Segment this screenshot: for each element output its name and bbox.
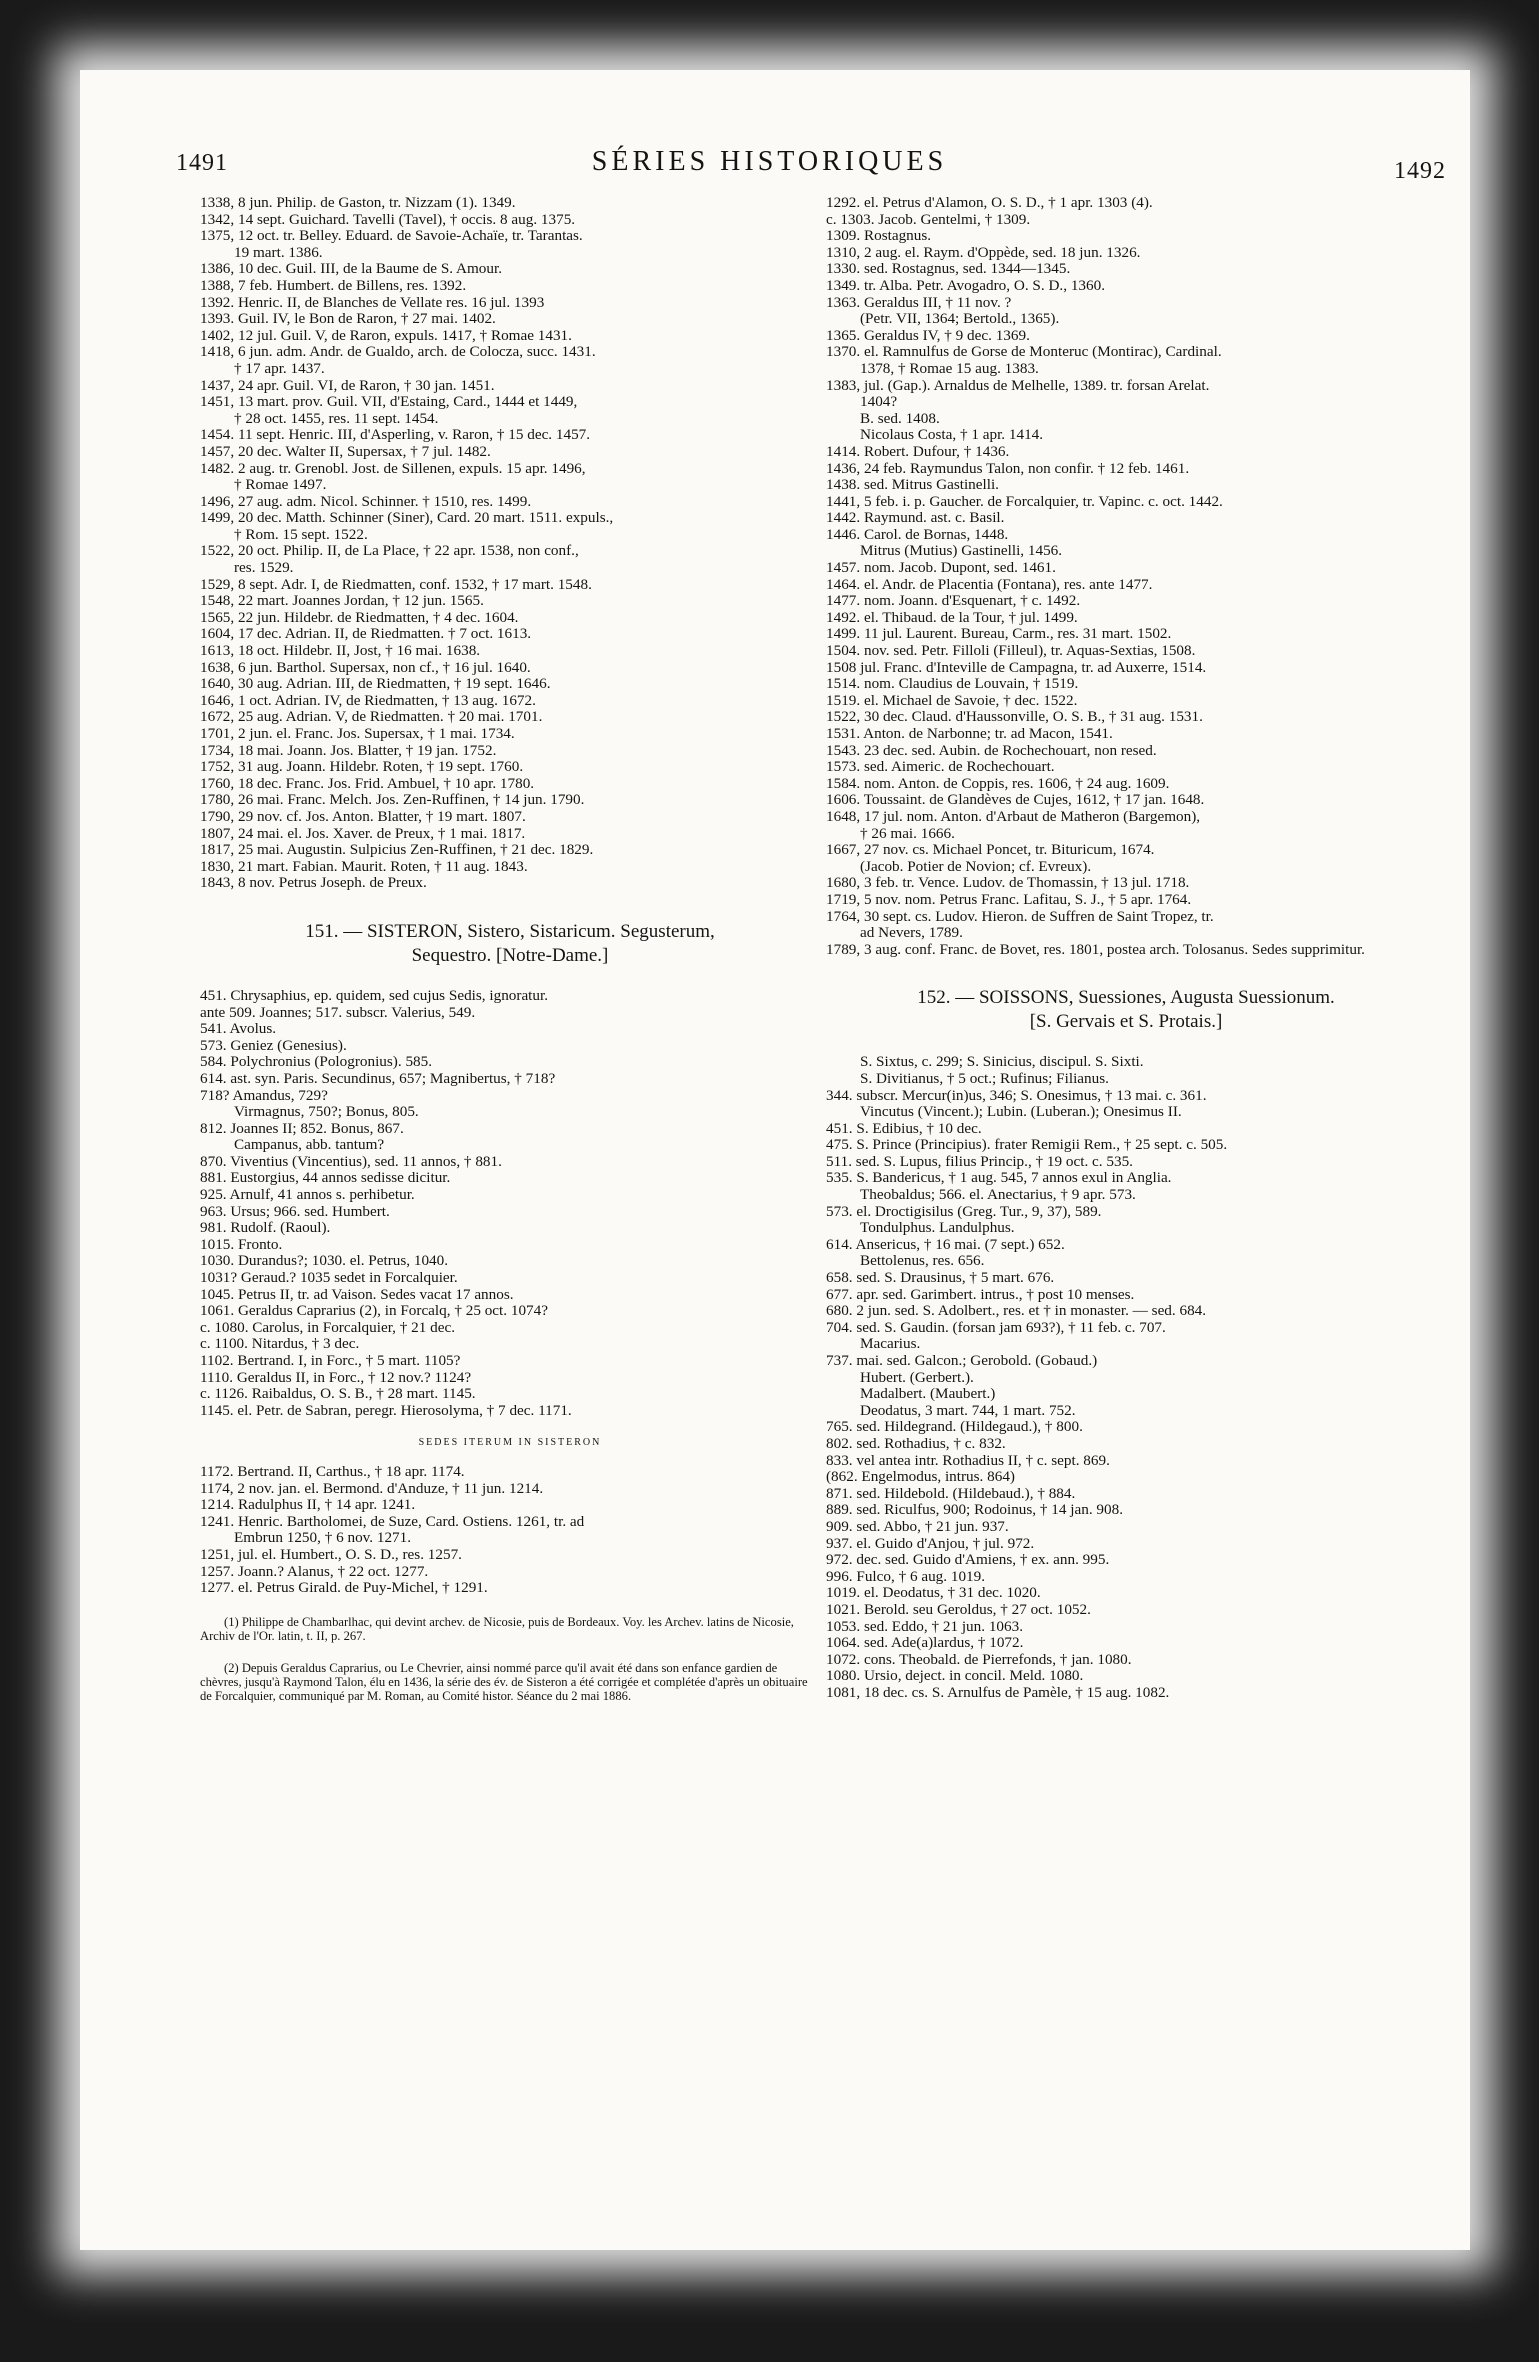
left-column (200, 195, 820, 1703)
section-title-line: 152. — SOISSONS, Suessiones, Augusta Suessionum. (917, 987, 1335, 1009)
sisteron-bishops-list (200, 988, 820, 1419)
list-entry: 1436, 24 feb. Raymundus Talon, non confir. † 12 feb. 1461. (826, 459, 1190, 477)
list-entry: 704. sed. S. Gaudin. (forsan jam 693?), † 11 feb. c. 707. (826, 1318, 1166, 1336)
list-entry: 535. S. Bandericus, † 1 aug. 545, 7 annos exul in Anglia. (826, 1169, 1172, 1187)
list-entry: 344. subscr. Mercur(in)us, 346; S. Onesimus, † 13 mai. c. 361. (826, 1086, 1207, 1104)
list-entry: 1363. Geraldus III, † 11 nov. ? (826, 293, 1012, 311)
list-entry: 1292. el. Petrus d'Alamon, O. S. D., † 1 apr. 1303 (4). (826, 194, 1153, 211)
list-entry: 1604, 17 dec. Adrian. II, de Riedmatten. † 7 oct. 1613. (200, 625, 532, 643)
page-number-right: 1492 (1394, 158, 1446, 184)
list-entry: Virmagnus, 750?; Bonus, 805. (234, 1103, 419, 1121)
list-entry: 1388, 7 feb. Humbert. de Billens, res. 1392. (200, 276, 467, 294)
footnotes (200, 1615, 820, 1703)
list-entry: 1606. Toussaint. de Glandèves de Cujes, 1612, † 17 jan. 1648. (826, 791, 1205, 809)
list-entry: 981. Rudolf. (Raoul). (200, 1219, 331, 1237)
list-entry: 1760, 18 dec. Franc. Jos. Frid. Ambuel, † 10 apr. 1780. (200, 774, 535, 792)
list-entry: Nicolaus Costa, † 1 apr. 1414. (860, 426, 1044, 444)
list-entry: 1499, 20 dec. Matth. Schinner (Siner), Card. 20 mart. 1511. expuls., (200, 509, 614, 527)
list-entry: 1752, 31 aug. Joann. Hildebr. Roten, † 19 sept. 1760. (200, 758, 524, 776)
list-entry: 1342, 14 sept. Guichard. Tavelli (Tavel), † occis. 8 aug. 1375. (200, 210, 576, 228)
list-entry: 1174, 2 nov. jan. el. Bermond. d'Anduze, † 11 jun. 1214. (200, 1479, 544, 1497)
list-entry: 1648, 17 jul. nom. Anton. d'Arbaut de Matheron (Bargemon), (826, 807, 1201, 825)
list-entry: 1573. sed. Aimeric. de Rochechouart. (826, 758, 1055, 776)
subheading-sedes-iterum: SEDES ITERUM IN SISTERON (418, 1437, 602, 1449)
list-entry: 1081, 18 dec. cs. S. Arnulfus de Pamèle, † 15 aug. 1082. (826, 1683, 1170, 1701)
list-entry: 1492. el. Thibaud. de la Tour, † jul. 1499. (826, 608, 1078, 626)
list-entry: 1418, 6 jun. adm. Andr. de Gualdo, arch. de Colocza, succ. 1431. (200, 343, 596, 361)
list-entry: 1514. nom. Claudius de Louvain, † 1519. (826, 675, 1079, 693)
list-entry: 1780, 26 mai. Franc. Melch. Jos. Zen-Ruffinen, † 14 jun. 1790. (200, 791, 585, 809)
list-entry: 812. Joannes II; 852. Bonus, 867. (200, 1119, 404, 1137)
list-entry: 1522, 30 dec. Claud. d'Haussonville, O. S. B., † 31 aug. 1531. (826, 708, 1203, 726)
list-entry: 765. sed. Hildegrand. (Hildegaud.), † 800. (826, 1418, 1083, 1436)
list-entry: Bettolenus, res. 656. (860, 1252, 985, 1270)
list-entry: 1789, 3 aug. conf. Franc. de Bovet, res. 1801, postea arch. Tolosanus. Sedes supprimitur. (826, 940, 1365, 958)
list-entry: 573. el. Droctigisilus (Greg. Tur., 9, 37), 589. (826, 1202, 1102, 1220)
list-entry: 1021. Berold. seu Geroldus, † 27 oct. 1052. (826, 1600, 1091, 1618)
list-entry: Tondulphus. Landulphus. (860, 1219, 1015, 1237)
list-entry: 1349. tr. Alba. Petr. Avogadro, O. S. D., 1360. (826, 276, 1105, 294)
list-entry: S. Divitianus, † 5 oct.; Rufinus; Filianus. (860, 1069, 1109, 1087)
list-entry: 658. sed. S. Drausinus, † 5 mart. 676. (826, 1269, 1055, 1287)
list-entry: 1338, 8 jun. Philip. de Gaston, tr. Nizzam (1). 1349. (200, 194, 516, 211)
list-entry: 1045. Petrus II, tr. ad Vaison. Sedes vacat 17 annos. (200, 1285, 514, 1303)
list-entry: 1214. Radulphus II, † 14 apr. 1241. (200, 1496, 416, 1514)
list-entry: 1393. Guil. IV, le Bon de Raron, † 27 mai. 1402. (200, 310, 496, 328)
list-entry: 870. Viventius (Vincentius), sed. 11 annos, † 881. (200, 1152, 502, 1170)
footnote: (2) Depuis Geraldus Caprarius, ou Le Chevrier, ainsi nommé parce qu'il avait été dans son enfance gardien de chèvres, jusqu'à Raymond Talon, élu en 1436, la série des év. de Sisteron a été corrigée et complétée d'après un obituaire de Forcalquier, communiqué par M. Roman, au Comité histor. Séance du 2 mai 1886. (200, 1660, 808, 1703)
soissons-bishops-list (826, 1054, 1426, 1701)
list-entry: res. 1529. (234, 559, 294, 577)
list-entry: (Petr. VII, 1364; Bertold., 1365). (860, 310, 1060, 328)
list-entry: 925. Arnulf, 41 annos s. perhibetur. (200, 1186, 415, 1204)
list-entry: 1441, 5 feb. i. p. Gaucher. de Forcalquier, tr. Vapinc. c. oct. 1442. (826, 492, 1223, 510)
list-entry: 511. sed. S. Lupus, filius Princip., † 19 oct. c. 535. (826, 1152, 1133, 1170)
list-entry: 1646, 1 oct. Adrian. IV, de Riedmatten, † 13 aug. 1672. (200, 691, 536, 709)
list-entry: 1584. nom. Anton. de Coppis, res. 1606, † 24 aug. 1609. (826, 774, 1170, 792)
list-entry: 1519. el. Michael de Savoie, † dec. 1522. (826, 691, 1078, 709)
list-entry: 1030. Durandus?; 1030. el. Petrus, 1040. (200, 1252, 449, 1270)
list-entry: Theobaldus; 566. el. Anectarius, † 9 apr. 573. (860, 1186, 1136, 1204)
list-entry: † 17 apr. 1437. (234, 359, 325, 377)
list-entry: 1667, 27 nov. cs. Michael Poncet, tr. Bituricum, 1674. (826, 841, 1155, 859)
list-entry: 1386, 10 dec. Guil. III, de la Baume de S. Amour. (200, 260, 503, 278)
list-entry: 1843, 8 nov. Petrus Joseph. de Preux. (200, 874, 427, 892)
list-entry: 1309. Rostagnus. (826, 227, 932, 245)
list-entry: 19 mart. 1386. (234, 243, 323, 261)
list-entry: Vincutus (Vincent.); Lubin. (Luberan.); Onesimus II. (860, 1103, 1182, 1121)
list-entry: 1414. Robert. Dufour, † 1436. (826, 442, 1010, 460)
list-entry: 1529, 8 sept. Adr. I, de Riedmatten, conf. 1532, † 17 mart. 1548. (200, 575, 592, 593)
list-entry: c. 1100. Nitardus, † 3 dec. (200, 1335, 360, 1353)
list-entry: 680. 2 jun. sed. S. Adolbert., res. et † in monaster. — sed. 684. (826, 1302, 1207, 1320)
list-entry: 1807, 24 mai. el. Jos. Xaver. de Preux, † 1 mai. 1817. (200, 824, 526, 842)
list-entry: 1053. sed. Eddo, † 21 jun. 1063. (826, 1617, 1024, 1635)
list-entry: 1482. 2 aug. tr. Grenobl. Jost. de Sillenen, expuls. 15 apr. 1496, (200, 459, 586, 477)
list-entry: 475. S. Prince (Principius). frater Remigii Rem., † 25 sept. c. 505. (826, 1136, 1228, 1154)
list-entry: 1496, 27 aug. adm. Nicol. Schinner. † 1510, res. 1499. (200, 492, 532, 510)
list-entry: 1257. Joann.? Alanus, † 22 oct. 1277. (200, 1562, 429, 1580)
sisteron-bishops-list-2 (200, 1464, 820, 1597)
list-entry: 1522, 20 oct. Philip. II, de La Place, † 22 apr. 1538, non conf., (200, 542, 579, 560)
list-entry: 1531. Anton. de Narbonne; tr. ad Macon, 1541. (826, 725, 1113, 742)
list-entry: S. Sixtus, c. 299; S. Sinicius, discipul. S. Sixti. (860, 1053, 1144, 1071)
sion-bishops-list (200, 195, 820, 892)
list-entry: Deodatus, 3 mart. 744, 1 mart. 752. (860, 1401, 1076, 1419)
page-number-left: 1491 (176, 150, 228, 176)
list-entry: 1543. 23 dec. sed. Aubin. de Rochechouart, non resed. (826, 741, 1157, 759)
list-entry: (Jacob. Potier de Novion; cf. Evreux). (860, 857, 1092, 875)
section-title-line: [S. Gervais et S. Protais.] (1029, 1011, 1223, 1033)
list-entry: 614. Ansericus, † 16 mai. (7 sept.) 652. (826, 1235, 1065, 1253)
list-entry: 1241. Henric. Bartholomei, de Suze, Card. Ostiens. 1261, tr. ad (200, 1512, 585, 1530)
list-entry: 1310, 2 aug. el. Raym. d'Oppède, sed. 18 jun. 1326. (826, 243, 1141, 261)
list-entry: Campanus, abb. tantum? (234, 1136, 385, 1154)
list-entry: ad Nevers, 1789. (860, 924, 963, 942)
list-entry: 972. dec. sed. Guido d'Amiens, † ex. ann. 995. (826, 1551, 1110, 1569)
list-entry: 1451, 13 mart. prov. Guil. VII, d'Estaing, Card., 1444 et 1449, (200, 393, 578, 411)
list-entry: c. 1126. Raibaldus, O. S. B., † 28 mart. 1145. (200, 1385, 476, 1403)
list-entry: 1830, 21 mart. Fabian. Maurit. Roten, † 11 aug. 1843. (200, 857, 528, 875)
list-entry: Embrun 1250, † 6 nov. 1271. (234, 1529, 412, 1547)
list-entry: 1734, 18 mai. Joann. Jos. Blatter, † 19 jan. 1752. (200, 741, 497, 759)
list-entry: 1457, 20 dec. Walter II, Supersax, † 7 jul. 1482. (200, 442, 491, 460)
list-entry: 889. sed. Riculfus, 900; Rodoinus, † 14 jan. 908. (826, 1501, 1123, 1519)
list-entry: 1701, 2 jun. el. Franc. Jos. Supersax, † 1 mai. 1734. (200, 725, 515, 742)
list-entry: 1370. el. Ramnulfus de Gorse de Monteruc (Montirac), Cardinal. (826, 343, 1222, 361)
list-entry: B. sed. 1408. (860, 409, 940, 427)
list-entry: 718? Amandus, 729? (200, 1086, 328, 1104)
list-entry: Mitrus (Mutius) Gastinelli, 1456. (860, 542, 1063, 560)
section-title-line: 151. — SISTERON, Sistero, Sistaricum. Segusterum, (305, 920, 715, 942)
list-entry: 1508 jul. Franc. d'Inteville de Campagna, tr. ad Auxerre, 1514. (826, 658, 1207, 676)
list-entry: 1110. Geraldus II, in Forc., † 12 nov.? 1124? (200, 1368, 472, 1386)
list-entry: 1457. nom. Jacob. Dupont, sed. 1461. (826, 559, 1056, 577)
list-entry: 1080. Ursio, deject. in concil. Meld. 1080. (826, 1667, 1084, 1685)
list-entry: 1548, 22 mart. Joannes Jordan, † 12 jun. 1565. (200, 592, 484, 610)
list-entry: 1072. cons. Theobald. de Pierrefonds, † jan. 1080. (826, 1650, 1132, 1668)
list-entry: 1019. el. Deodatus, † 31 dec. 1020. (826, 1584, 1041, 1602)
list-entry: 1438. sed. Mitrus Gastinelli. (826, 476, 999, 494)
list-entry: 1145. el. Petr. de Sabran, peregr. Hierosolyma, † 7 dec. 1171. (200, 1401, 572, 1419)
list-entry: 1031? Geraud.? 1035 sedet in Forcalquier. (200, 1269, 458, 1287)
list-entry: 737. mai. sed. Galcon.; Gerobold. (Gobaud.) (826, 1352, 1098, 1369)
list-entry: ante 509. Joannes; 517. subscr. Valerius, 549. (200, 1003, 476, 1021)
list-entry: 963. Ursus; 966. sed. Humbert. (200, 1202, 390, 1220)
list-entry: 677. apr. sed. Garimbert. intrus., † post 10 menses. (826, 1285, 1135, 1303)
list-entry: 451. S. Edibius, † 10 dec. (826, 1119, 982, 1137)
list-entry: 1383, jul. (Gap.). Arnaldus de Melhelle, 1389. tr. forsan Arelat. (826, 376, 1210, 394)
list-entry: 1365. Geraldus IV, † 9 dec. 1369. (826, 326, 1030, 344)
list-entry: † 28 oct. 1455, res. 11 sept. 1454. (234, 409, 439, 427)
list-entry: 1404? (860, 393, 898, 411)
list-entry: 996. Fulco, † 6 aug. 1019. (826, 1567, 986, 1585)
list-entry: 1437, 24 apr. Guil. VI, de Raron, † 30 jan. 1451. (200, 376, 495, 394)
list-entry: 871. sed. Hildebold. (Hildebaud.), † 884. (826, 1484, 1076, 1502)
list-entry: 541. Avolus. (200, 1020, 277, 1038)
section-title-soissons (826, 986, 1426, 1034)
list-entry: 1251, jul. el. Humbert., O. S. D., res. 1257. (200, 1545, 462, 1563)
list-entry: 1464. el. Andr. de Placentia (Fontana), res. ante 1477. (826, 575, 1153, 593)
list-entry: Hubert. (Gerbert.). (860, 1368, 974, 1386)
list-entry: 909. sed. Abbo, † 21 jun. 937. (826, 1517, 1009, 1535)
list-entry: 1064. sed. Ade(a)lardus, † 1072. (826, 1634, 1024, 1652)
list-entry: 1330. sed. Rostagnus, sed. 1344—1345. (826, 260, 1071, 278)
list-entry: 1172. Bertrand. II, Carthus., † 18 apr. 1174. (200, 1462, 465, 1480)
list-entry: † Romae 1497. (234, 476, 327, 494)
list-entry: 1402, 12 jul. Guil. V, de Raron, expuls. 1417, † Romae 1431. (200, 326, 572, 344)
footnote: (1) Philippe de Chambarlhac, qui devint archev. de Nicosie, puis de Bordeaux. Voy. les Archev. latins de Nicosie, Archiv de l'Or. latin, t. II, p. 267. (200, 1614, 794, 1643)
list-entry: 1061. Geraldus Caprarius (2), in Forcalq, † 25 oct. 1074? (200, 1302, 548, 1320)
list-entry: 833. vel antea intr. Rothadius II, † c. sept. 869. (826, 1451, 1110, 1469)
list-entry: 1392. Henric. II, de Blanches de Vellate res. 16 jul. 1393 (200, 293, 545, 311)
list-entry: 1499. 11 jul. Laurent. Bureau, Carm., res. 31 mart. 1502. (826, 625, 1172, 643)
list-entry: 1680, 3 feb. tr. Vence. Ludov. de Thomassin, † 13 jul. 1718. (826, 874, 1190, 892)
list-entry: 1015. Fronto. (200, 1235, 283, 1253)
list-entry: † 26 mai. 1666. (860, 824, 955, 842)
list-entry: 1442. Raymund. ast. c. Basil. (826, 509, 1005, 527)
list-entry: 614. ast. syn. Paris. Secundinus, 657; Magnibertus, † 718? (200, 1069, 556, 1087)
list-entry: Macarius. (860, 1335, 921, 1353)
running-title: SÉRIES HISTORIQUES (591, 146, 948, 177)
sisteron-bishops-list-3 (826, 195, 1426, 958)
list-entry: 802. sed. Rothadius, † c. 832. (826, 1434, 1006, 1452)
list-entry: Madalbert. (Maubert.) (860, 1385, 996, 1403)
list-entry: 1764, 30 sept. cs. Ludov. Hieron. de Suffren de Saint Tropez, tr. (826, 907, 1214, 925)
section-title-line: Sequestro. [Notre-Dame.] (411, 944, 609, 966)
list-entry: 1375, 12 oct. tr. Belley. Eduard. de Savoie-Achaïe, tr. Tarantas. (200, 227, 583, 245)
list-entry: 1446. Carol. de Bornas, 1448. (826, 525, 1009, 543)
list-entry: 1672, 25 aug. Adrian. V, de Riedmatten. † 20 mai. 1701. (200, 708, 543, 726)
list-entry: 1640, 30 aug. Adrian. III, de Riedmatten, † 19 sept. 1646. (200, 675, 551, 693)
list-entry: 1613, 18 oct. Hildebr. II, Jost, † 16 mai. 1638. (200, 642, 481, 660)
list-entry: 1102. Bertrand. I, in Forc., † 5 mart. 1105? (200, 1352, 461, 1369)
list-entry: 881. Eustorgius, 44 annos sedisse dicitur. (200, 1169, 451, 1187)
list-entry: 1454. 11 sept. Henric. III, d'Asperling, v. Raron, † 15 dec. 1457. (200, 426, 591, 444)
list-entry: 584. Polychronius (Pologronius). 585. (200, 1053, 433, 1071)
list-entry: 1378, † Romae 15 aug. 1383. (860, 359, 1039, 377)
list-entry: c. 1303. Jacob. Gentelmi, † 1309. (826, 210, 1031, 228)
list-entry: † Rom. 15 sept. 1522. (234, 525, 368, 543)
list-entry: (862. Engelmodus, intrus. 864) (826, 1468, 1015, 1486)
right-column (826, 195, 1426, 1701)
list-entry: 937. el. Guido d'Anjou, † jul. 972. (826, 1534, 1035, 1552)
list-entry: 1504. nov. sed. Petr. Filloli (Filleul), tr. Aquas-Sextias, 1508. (826, 642, 1196, 660)
list-entry: 1565, 22 jun. Hildebr. de Riedmatten, † 4 dec. 1604. (200, 608, 519, 626)
list-entry: 451. Chrysaphius, ep. quidem, sed cujus Sedis, ignoratur. (200, 986, 549, 1004)
list-entry: c. 1080. Carolus, in Forcalquier, † 21 dec. (200, 1318, 455, 1336)
list-entry: 1790, 29 nov. cf. Jos. Anton. Blatter, † 19 mart. 1807. (200, 807, 526, 825)
list-entry: 1817, 25 mai. Augustin. Sulpicius Zen-Ruffinen, † 21 dec. 1829. (200, 841, 594, 859)
section-title-sisteron (200, 920, 820, 968)
list-entry: 1719, 5 nov. nom. Petrus Franc. Lafitau, S. J., † 5 apr. 1764. (826, 890, 1192, 908)
list-entry: 1277. el. Petrus Girald. de Puy-Michel, † 1291. (200, 1579, 488, 1597)
list-entry: 573. Geniez (Genesius). (200, 1036, 347, 1054)
list-entry: 1638, 6 jun. Barthol. Supersax, non cf., † 16 jul. 1640. (200, 658, 531, 676)
list-entry: 1477. nom. Joann. d'Esquenart, † c. 1492. (826, 592, 1081, 610)
